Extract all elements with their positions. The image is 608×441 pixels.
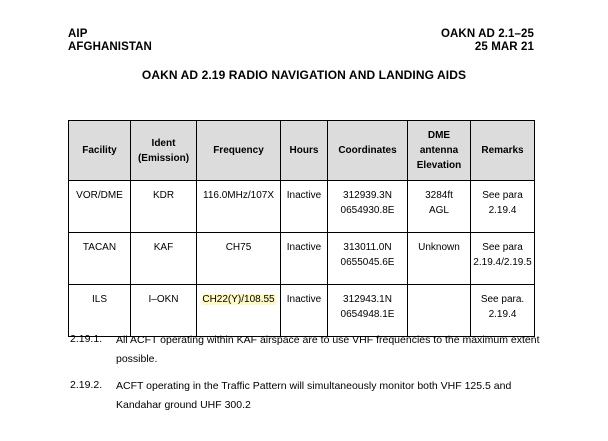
header-elevation-text: Elevation [416,160,462,171]
coordinate-latitude: 313011.0N [343,242,392,253]
note-text: ACFT operating in the Traffic Pattern will simultaneously monitor both VHF 125.5 and Kandahar ground UHF 300.2 [116,380,512,411]
cell-hours: Inactive [281,181,328,233]
remarks-line1: See para [482,242,523,253]
header-dme-text: DME [427,130,451,141]
dme-elevation-value: 3284ft [425,190,453,201]
cell-coordinates [328,181,408,233]
column-header-remarks [471,121,535,181]
column-header-facility [69,121,131,181]
header-antenna-text: antenna [419,145,459,156]
column-header-hours [281,121,328,181]
note-number: 2.19.1. [70,333,103,345]
coordinate-latitude: 312943.1N [343,294,392,305]
table-row [69,181,535,233]
cell-facility: TACAN [69,233,131,285]
cell-dme-elevation [408,285,471,337]
table-header-row [69,121,535,181]
column-header-frequency [197,121,281,181]
remarks-line2: 2.19.4 [488,205,517,216]
note-text: All ACFT operating within KAF airspace are to use VHF frequencies to the maximum extent possible. [116,334,540,365]
cell-remarks [471,181,535,233]
header-frequency-text: Frequency [213,145,264,156]
header-date: 25 MAR 21 [474,41,534,53]
cell-dme-elevation [408,181,471,233]
radio-navigation-table [68,120,535,337]
dme-elevation-value: Unknown [418,242,460,253]
remarks-line2: 2.19.4 [488,309,517,320]
remarks-line1: See para. [480,294,525,305]
cell-facility: VOR/DME [69,181,131,233]
dme-elevation-reference: AGL [428,205,449,216]
column-header-coordinates [328,121,408,181]
cell-remarks [471,233,535,285]
header-left [68,28,152,54]
header-facility-text: Facility [82,145,117,156]
table-row [69,285,535,337]
cell-hours: Inactive [281,233,328,285]
header-emission-text: (Emission) [137,152,190,164]
header-publication: AIP [68,28,88,40]
cell-frequency [197,285,281,337]
table-row [69,233,535,285]
header-right [441,28,534,54]
cell-coordinates [328,285,408,337]
column-header-dme-elevation [408,121,471,181]
header-country: AFGHANISTAN [68,41,152,53]
remarks-line1: See para [482,190,523,201]
header-coordinates-text: Coordinates [338,145,397,156]
cell-ident: KDR [131,181,197,233]
cell-facility: ILS [69,285,131,337]
header-ident-text: Ident [151,137,176,149]
header-page-ref: OAKN AD 2.1–25 [440,28,534,40]
header-remarks-text: Remarks [481,145,524,156]
cell-frequency: CH75 [197,233,281,285]
note-number: 2.19.2. [70,379,103,391]
cell-dme-elevation [408,233,471,285]
header-hours-text: Hours [289,145,319,156]
cell-hours: Inactive [281,285,328,337]
coordinate-longitude: 0654930.8E [340,205,395,216]
section-title: OAKN AD 2.19 RADIO NAVIGATION AND LANDING AIDS [141,68,467,82]
cell-frequency: 116.0MHz/107X [197,181,281,233]
coordinate-longitude: 0654948.1E [340,309,395,320]
cell-ident: KAF [131,233,197,285]
coordinate-latitude: 312939.3N [343,190,392,201]
cell-ident: I–OKN [131,285,197,337]
coordinate-longitude: 0655045.6E [340,257,395,268]
remarks-line2: 2.19.4/2.19.5 [473,257,532,268]
column-header-ident [131,121,197,181]
cell-remarks [471,285,535,337]
cell-coordinates [328,233,408,285]
highlighted-frequency: CH22(Y)/108.55 [202,294,275,305]
